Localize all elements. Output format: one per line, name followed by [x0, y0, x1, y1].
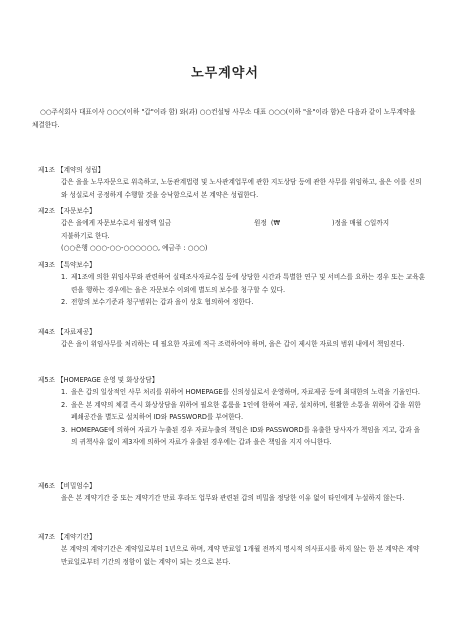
document-title: 노무계약서 — [191, 66, 259, 81]
item-text: HOMEPAGE에 의하여 자료가 누출된 경우 자료누출의 책임은 ID와 PASSWORD를 유출한 당사자가 책임을 지고, 갑과 을의 귀책사유 없이 제3자에 의하여 자료가 유출된 경우에는 갑과 을은 책임을 지지 아니한다. — [71, 425, 421, 446]
article-title: 제6조 【비밀엄수】 — [38, 482, 96, 490]
item-text: 전항의 보수기준과 청구범위는 갑과 을이 상호 협의하여 정한다. — [71, 298, 254, 306]
item-text: 제1조에 의한 위임사무와 관련하여 실태조사자료수집 등에 상당한 시간과 특별한 연구 및 서비스를 요하는 경우 또는 교육훈련을 행하는 경우에는 을은 자문보수 이외에 별도의 보수를 청구할 수 있다. — [71, 273, 426, 294]
article-body — [38, 338, 426, 351]
item-number: 3. — [61, 425, 68, 434]
article-body — [38, 217, 426, 255]
payment-line-2: 지불하기로 한다. — [61, 231, 110, 240]
item-number: 2. — [61, 298, 68, 306]
list-item — [61, 399, 426, 424]
article-body — [38, 176, 426, 201]
article-title: 제5조 【HOMEPAGE 운영 및 화상상담】 — [38, 376, 159, 384]
intro-paragraph: ○○주식회사 대표이사 ○○○(이하 "갑"이라 함) 와(과) ○○컨설팅 사무소 대표 ○○○(이하 "을"이라 함)은 다음과 같이 노무계약을 체결한다. — [32, 108, 416, 129]
article-title: 제7조 【계약기간】 — [38, 533, 96, 541]
item-text: 을은 갑의 일상적인 사무 처리를 위하여 HOMEPAGE를 신의성실로서 운영하며, 자료제공 등에 최대한의 노력을 기울인다. — [71, 388, 420, 396]
article-body — [38, 492, 426, 505]
article-text: 을은 본 계약기간 중 또는 계약기간 만료 후라도 업무와 관련된 갑의 비밀을 정당한 이유 없이 타인에게 누설하지 않는다. — [61, 494, 405, 502]
payment-due: )정을 매월 ○일까지 — [332, 219, 390, 227]
article-7 — [38, 532, 426, 568]
article-body — [38, 386, 426, 449]
item-number: 2. — [61, 400, 68, 409]
list-item — [61, 296, 426, 309]
article-3 — [38, 260, 426, 309]
article-body — [38, 271, 426, 309]
payment-currency: 원정 (₩ — [254, 219, 281, 227]
article-text: 갑은 을이 위임사무를 처리하는 데 필요한 자료에 적극 조력하여야 하며, 을은 갑이 제시한 자료의 범위 내에서 책임진다. — [61, 340, 405, 348]
article-title: 제3조 【특약보수】 — [38, 261, 96, 269]
bank-account: (○○은행 ○○○-○○-○○○○○○, 예금주 : ○○○) — [61, 244, 208, 252]
article-2 — [38, 206, 426, 255]
list-item — [61, 424, 426, 449]
item-text: 을은 본 계약의 체결 즉시 화상상담을 위하여 필요한 홈룸을 1인에 한하여 제공, 설치하며, 원활한 소통을 위하여 갑을 위한 폐쇄공간을 별도로 설치하여 ID와 PASSWORD를 부여한다. — [71, 400, 421, 421]
article-body — [38, 543, 426, 568]
article-1 — [38, 165, 426, 201]
article-title: 제4조 【자료제공】 — [38, 328, 96, 336]
payment-line — [61, 217, 426, 230]
payment-text: 갑은 을에게 자문보수로서 월정액 일금 — [61, 219, 172, 227]
list-item — [61, 271, 426, 296]
list-item — [61, 386, 426, 399]
article-5 — [38, 375, 426, 449]
article-title: 제2조 【자문보수】 — [38, 207, 96, 215]
article-text: 본 계약의 계약기간은 계약일로부터 1년으로 하며, 계약 만료일 1개월 전까지 명시적 의사표시를 하지 않는 한 본 계약은 계약 만료일로부터 기간의 정함이 없는 계약이 되는 것으로 본다. — [61, 545, 420, 566]
article-text: 갑은 을을 노무자문으로 위촉하고, 노동관계법령 및 노사관계업무에 관한 지도상담 등에 관한 사무를 위임하고, 을은 이를 신의와 성실로서 공정하게 수행할 것을 승낙함으로서 본 계약은 성립한다. — [61, 178, 422, 199]
item-number: 1. — [61, 388, 68, 396]
article-4 — [38, 327, 426, 351]
item-number: 1. — [61, 273, 68, 281]
article-title: 제1조 【계약의 성립】 — [38, 166, 105, 174]
article-6 — [38, 481, 426, 505]
